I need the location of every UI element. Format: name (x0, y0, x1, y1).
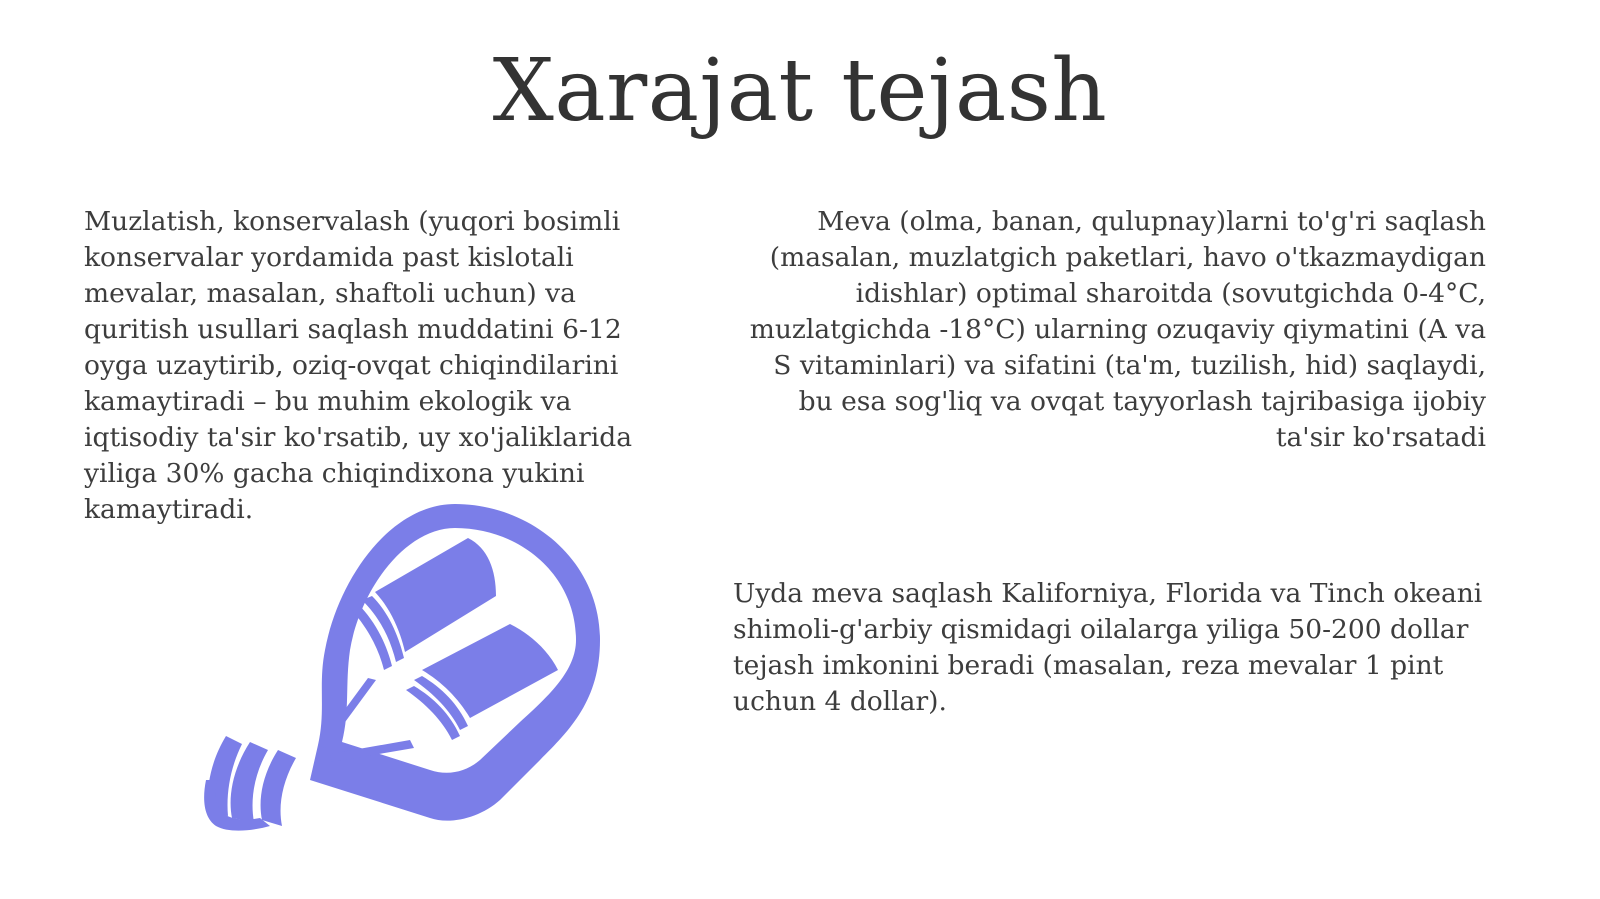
lightbulb-book-icon (200, 500, 620, 850)
left-paragraph: Muzlatish, konservalash (yuqori bosimli konservalar yordamida past kislotali mevalar, masalan, shaftoli uchun) va quritish usullari saqlash muddatini 6-12 oyga uzaytirib, oziq-ovqat chiqindilarini kamaytiradi – bu muhim ekologik va iqtisodiy ta'sir ko'rsatib, uy xo'jaliklarida yiliga 30% gacha chiqindixona yukini kamaytiradi. (84, 206, 632, 525)
bottom-right-paragraph: Uyda meva saqlash Kaliforniya, Florida va Tinch okeani shimoli-g'arbiy qismidagi oilalarga yiliga 50-200 dollar tejash imkonini beradi (masalan, reza mevalar 1 pint uchun 4 dollar). (733, 578, 1483, 717)
right-paragraph: Meva (olma, banan, qulupnay)larni to'g'ri saqlash (masalan, muzlatgich paketlari, havo o'tkazmaydigan idishlar) optimal sharoitda (sovutgichda 0-4°C, muzlatgichda -18°C) ularning ozuqaviy qiymatini (A va S vitaminlari) va sifatini (ta'm, tuzilish, hid) saqlaydi, bu esa sog'liq va ovqat tayyorlash tajribasiga ijobiy ta'sir ko'rsatadi (749, 206, 1486, 453)
slide-title: Xarajat tejash (492, 41, 1108, 141)
